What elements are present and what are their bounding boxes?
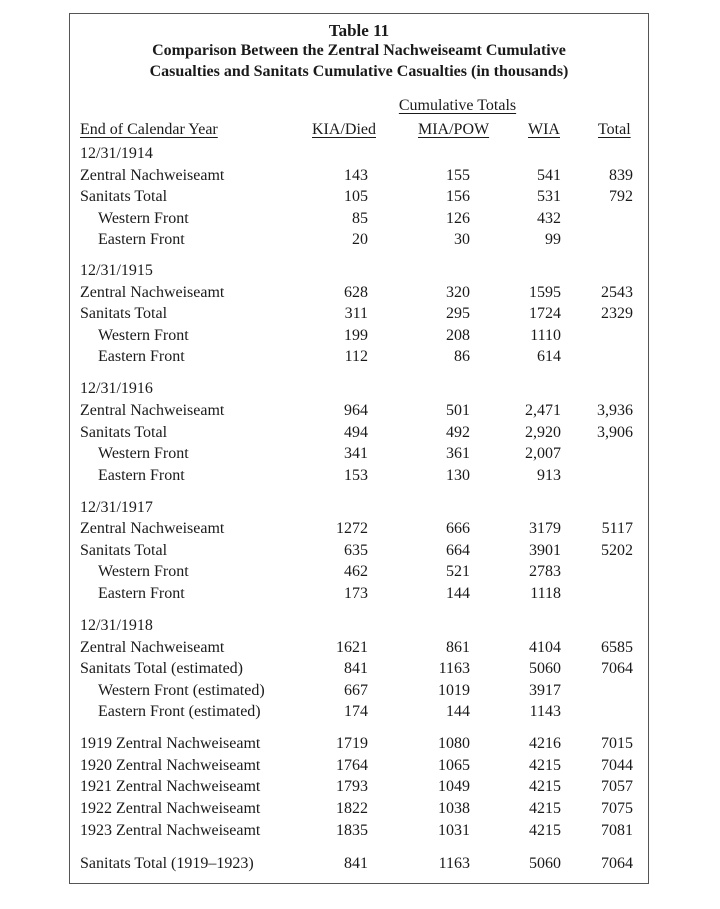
cell-wia: 2783 xyxy=(529,563,561,580)
table-row xyxy=(0,561,720,583)
cell-total: 2329 xyxy=(601,305,633,322)
cell-wia: 614 xyxy=(537,348,561,365)
row-label: Eastern Front xyxy=(98,348,185,365)
table-row xyxy=(0,165,720,187)
cell-mia: 1163 xyxy=(438,660,470,677)
table-row xyxy=(0,776,720,798)
cell-kia: 199 xyxy=(344,327,368,344)
cell-wia: 2,920 xyxy=(525,424,561,441)
table-row xyxy=(0,422,720,444)
cell-wia: 1118 xyxy=(530,585,561,602)
cell-total: 7081 xyxy=(601,822,633,839)
table-row xyxy=(0,680,720,702)
cell-total: 7015 xyxy=(601,735,633,752)
table-row xyxy=(0,798,720,820)
cell-kia: 1719 xyxy=(336,735,368,752)
row-label: Sanitats Total xyxy=(80,542,168,559)
row-label: Eastern Front (estimated) xyxy=(98,703,261,720)
table-row xyxy=(0,540,720,562)
cell-kia: 153 xyxy=(344,467,368,484)
cell-mia: 30 xyxy=(454,231,470,248)
cell-mia: 1080 xyxy=(438,735,470,752)
cell-total: 839 xyxy=(609,167,633,184)
cell-kia: 105 xyxy=(344,188,368,205)
cell-wia: 4215 xyxy=(529,778,561,795)
cell-kia: 20 xyxy=(352,231,368,248)
table-row xyxy=(0,260,720,282)
cell-wia: 5060 xyxy=(529,855,561,872)
column-header-kia: KIA/Died xyxy=(312,121,376,138)
row-label: Zentral Nachweiseamt xyxy=(80,284,225,301)
row-label: 1922 Zentral Nachweiseamt xyxy=(80,800,261,817)
cell-kia: 1272 xyxy=(336,520,368,537)
table-row xyxy=(0,378,720,400)
row-label: Zentral Nachweiseamt xyxy=(80,520,225,537)
row-label: Western Front xyxy=(98,327,189,344)
cell-mia: 492 xyxy=(446,424,470,441)
cell-wia: 2,471 xyxy=(525,402,561,419)
table-row xyxy=(0,400,720,422)
cell-kia: 628 xyxy=(344,284,368,301)
row-label: 1919 Zentral Nachweiseamt xyxy=(80,735,261,752)
cell-kia: 841 xyxy=(344,660,368,677)
table-row xyxy=(0,186,720,208)
cell-total: 5117 xyxy=(601,520,633,537)
cell-wia: 3901 xyxy=(529,542,561,559)
cell-kia: 174 xyxy=(344,703,368,720)
cell-wia: 4215 xyxy=(529,757,561,774)
cell-mia: 361 xyxy=(446,445,470,462)
table-title-line-2: Casualties and Sanitats Cumulative Casualties (in thousands) xyxy=(149,63,569,80)
cell-mia: 126 xyxy=(446,210,470,227)
table-row xyxy=(0,208,720,230)
row-label: 12/31/1914 xyxy=(80,145,153,162)
table-row xyxy=(0,303,720,325)
table-row xyxy=(0,637,720,659)
cell-kia: 173 xyxy=(344,585,368,602)
group-header-label: Cumulative Totals xyxy=(398,97,517,114)
cell-mia: 1031 xyxy=(438,822,470,839)
row-label: Western Front xyxy=(98,210,189,227)
cell-total: 7064 xyxy=(601,660,633,677)
cell-total: 7044 xyxy=(601,757,633,774)
cell-total: 7064 xyxy=(601,855,633,872)
cell-total: 7057 xyxy=(601,778,633,795)
column-header-year: End of Calendar Year xyxy=(80,121,218,138)
table-row xyxy=(0,443,720,465)
cell-total: 2543 xyxy=(601,284,633,301)
cell-total: 5202 xyxy=(601,542,633,559)
cell-kia: 635 xyxy=(344,542,368,559)
cell-mia: 295 xyxy=(446,305,470,322)
table-row xyxy=(0,282,720,304)
cell-kia: 341 xyxy=(344,445,368,462)
table-row xyxy=(0,497,720,519)
cell-kia: 143 xyxy=(344,167,368,184)
table-row xyxy=(0,820,720,842)
cell-mia: 144 xyxy=(446,585,470,602)
row-label: Sanitats Total (estimated) xyxy=(80,660,243,677)
cell-kia: 85 xyxy=(352,210,368,227)
cell-wia: 3179 xyxy=(529,520,561,537)
table-row xyxy=(0,853,720,875)
cell-kia: 1822 xyxy=(336,800,368,817)
cell-kia: 841 xyxy=(344,855,368,872)
cell-wia: 3917 xyxy=(529,682,561,699)
cell-wia: 1595 xyxy=(529,284,561,301)
cell-kia: 964 xyxy=(344,402,368,419)
row-label: Zentral Nachweiseamt xyxy=(80,167,225,184)
cell-wia: 4216 xyxy=(529,735,561,752)
cell-mia: 501 xyxy=(446,402,470,419)
cell-wia: 1143 xyxy=(529,703,561,720)
table-number: Table 11 xyxy=(328,21,390,40)
cell-mia: 861 xyxy=(446,639,470,656)
cell-kia: 112 xyxy=(344,348,368,365)
row-label: Western Front xyxy=(98,445,189,462)
table-row xyxy=(0,755,720,777)
cell-wia: 432 xyxy=(537,210,561,227)
table-row xyxy=(0,583,720,605)
table-row xyxy=(0,346,720,368)
table-row xyxy=(0,658,720,680)
cell-kia: 311 xyxy=(344,305,368,322)
row-label: Zentral Nachweiseamt xyxy=(80,402,225,419)
row-label: 1923 Zentral Nachweiseamt xyxy=(80,822,261,839)
cell-wia: 4215 xyxy=(529,822,561,839)
row-label: Western Front (estimated) xyxy=(98,682,265,699)
row-label: Zentral Nachweiseamt xyxy=(80,639,225,656)
cell-mia: 1065 xyxy=(438,757,470,774)
row-label: 12/31/1915 xyxy=(80,262,153,279)
cell-total: 792 xyxy=(609,188,633,205)
column-header-row xyxy=(0,121,720,143)
cell-wia: 99 xyxy=(545,231,561,248)
column-header-total: Total xyxy=(598,121,631,138)
table-row xyxy=(0,615,720,637)
cell-wia: 531 xyxy=(537,188,561,205)
cell-wia: 4215 xyxy=(529,800,561,817)
cell-mia: 1038 xyxy=(438,800,470,817)
row-label: Eastern Front xyxy=(98,585,185,602)
row-label: 1920 Zentral Nachweiseamt xyxy=(80,757,261,774)
cell-kia: 667 xyxy=(344,682,368,699)
cell-wia: 2,007 xyxy=(525,445,561,462)
table-row xyxy=(0,229,720,251)
table-row xyxy=(0,518,720,540)
cell-wia: 4104 xyxy=(529,639,561,656)
row-label: Sanitats Total xyxy=(80,305,168,322)
cell-total: 7075 xyxy=(601,800,633,817)
cell-mia: 666 xyxy=(446,520,470,537)
table-title-line-1: Comparison Between the Zentral Nachweiseamt Cumulative xyxy=(152,42,566,59)
row-label: Sanitats Total xyxy=(80,188,168,205)
column-header-mia: MIA/POW xyxy=(418,121,490,138)
cell-mia: 144 xyxy=(446,703,470,720)
table-row xyxy=(0,143,720,165)
cell-kia: 1793 xyxy=(336,778,368,795)
cell-wia: 913 xyxy=(537,467,561,484)
cell-kia: 462 xyxy=(344,563,368,580)
cell-mia: 1019 xyxy=(438,682,470,699)
cell-kia: 494 xyxy=(344,424,368,441)
cell-total: 6585 xyxy=(601,639,633,656)
row-label: Sanitats Total (1919–1923) xyxy=(80,855,254,872)
cell-wia: 1724 xyxy=(529,305,561,322)
cell-kia: 1764 xyxy=(336,757,368,774)
table-row xyxy=(0,325,720,347)
cell-mia: 86 xyxy=(454,348,470,365)
cell-total: 3,936 xyxy=(597,402,633,419)
cell-mia: 320 xyxy=(446,284,470,301)
cell-wia: 1110 xyxy=(530,327,561,344)
row-label: Sanitats Total xyxy=(80,424,168,441)
row-label: Eastern Front xyxy=(98,231,185,248)
cell-mia: 208 xyxy=(446,327,470,344)
row-label: 12/31/1918 xyxy=(80,617,153,634)
row-label: 12/31/1916 xyxy=(80,380,153,397)
table-row xyxy=(0,465,720,487)
row-label: 1921 Zentral Nachweiseamt xyxy=(80,778,261,795)
cell-mia: 1049 xyxy=(438,778,470,795)
row-label: Eastern Front xyxy=(98,467,185,484)
row-label: 12/31/1917 xyxy=(80,499,153,516)
table-row xyxy=(0,733,720,755)
cell-total: 3,906 xyxy=(597,424,633,441)
cell-mia: 521 xyxy=(446,563,470,580)
cell-mia: 130 xyxy=(446,467,470,484)
cell-kia: 1621 xyxy=(336,639,368,656)
cell-kia: 1835 xyxy=(336,822,368,839)
cell-mia: 664 xyxy=(446,542,470,559)
cell-wia: 541 xyxy=(537,167,561,184)
table-row xyxy=(0,701,720,723)
column-header-wia: WIA xyxy=(528,121,560,138)
cell-mia: 155 xyxy=(446,167,470,184)
row-label: Western Front xyxy=(98,563,189,580)
cell-mia: 1163 xyxy=(438,855,470,872)
cell-mia: 156 xyxy=(446,188,470,205)
cell-wia: 5060 xyxy=(529,660,561,677)
